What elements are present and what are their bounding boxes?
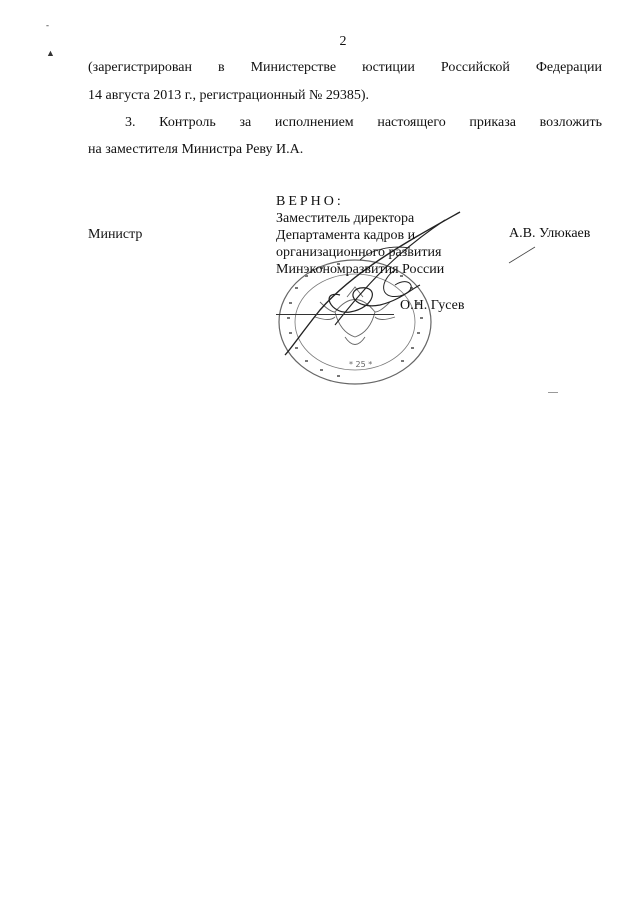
certifier-position-line-4: Минэкономразвития России [276,262,445,277]
stray-mark [548,392,558,393]
certifier-position-line-1: Заместитель директора [276,211,415,226]
certifier-position-line-3: организационного развития [276,245,442,260]
margin-mark: - [46,20,49,30]
paragraph-3-line-2: на заместителя Министра Реву И.А. [88,142,304,157]
signature-line [276,314,394,315]
paragraph-2-line-1: (зарегистрирован в Министерстве юстиции Российской Федерации [88,60,602,75]
minister-signature-mark [505,243,545,265]
certifier-position-line-2: Департамента кадров и [276,228,416,243]
certified-label: ВЕРНО: [276,194,344,209]
paragraph-2-line-2: 14 августа 2013 г., регистрационный № 29385). [88,88,369,103]
margin-mark: ▲ [46,48,55,58]
certifier-name: О.Н. Гусев [400,298,465,313]
paragraph-3-line-1: 3. Контроль за исполнением настоящего приказа возложить [125,115,602,130]
svg-text:* 25 *: * 25 * [349,360,373,369]
minister-title: Министр [88,227,143,242]
minister-name: А.В. Улюкаев [509,226,591,241]
page-number: 2 [339,34,347,49]
